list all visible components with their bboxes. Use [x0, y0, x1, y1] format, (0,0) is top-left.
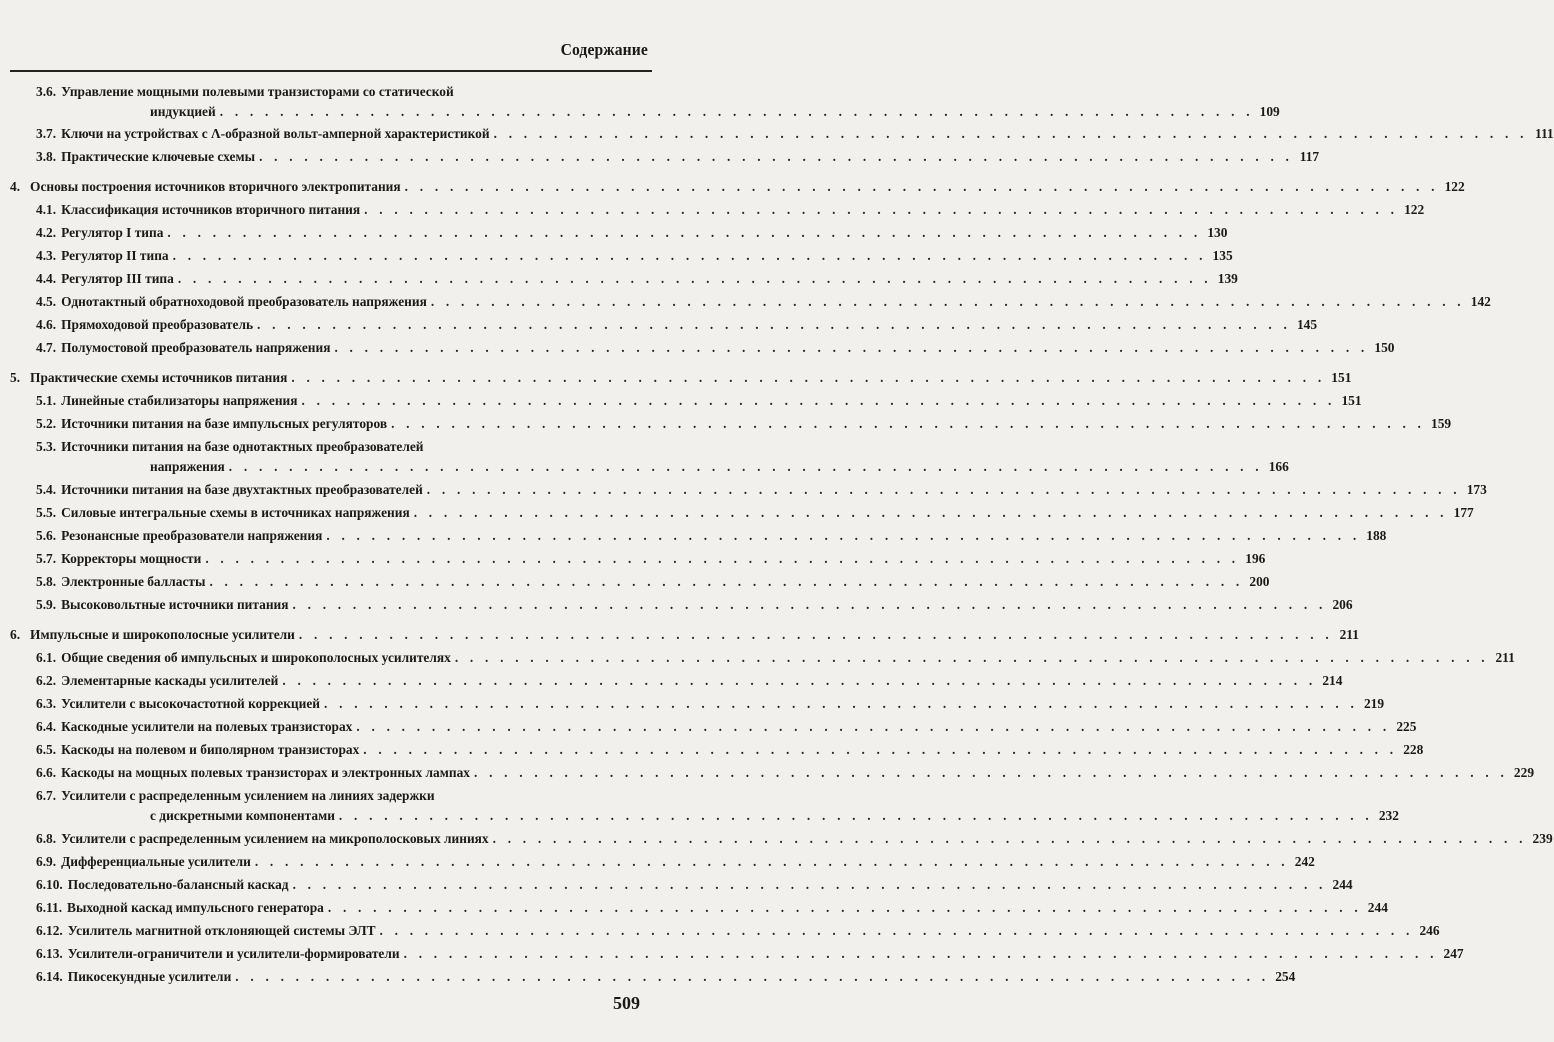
- toc-entry-page: 211: [1339, 627, 1359, 642]
- toc-entry[interactable]: [36, 248, 1233, 264]
- toc-entry-number: 4.5.: [36, 294, 57, 309]
- toc-entry-title: Источники питания на базе двухтактных преобразователей: [61, 482, 423, 497]
- toc-entry-number: 6.6.: [36, 765, 57, 780]
- toc-leader-dots: . . . . . . . . . . . . . . . . . . . . . . . . . . . . . . . . . . . . . . . . . . . . . . . . . . . . . . . . . . . . . . . . . . . . .: [298, 627, 1333, 642]
- toc-entry[interactable]: [36, 149, 1320, 165]
- toc-entry-number: 6.4.: [36, 719, 57, 734]
- toc-leader-dots: . . . . . . . . . . . . . . . . . . . . . . . . . . . . . . . . . . . . . . . . . . . . . . . . . . . . . . . . . . . . . . . . . . . . .: [426, 482, 1461, 497]
- toc-leader-dots: . . . . . . . . . . . . . . . . . . . . . . . . . . . . . . . . . . . . . . . . . . . . . . . . . . . . . . . . . . . . . . . . . . . . .: [301, 393, 1336, 408]
- toc-entry-number: 5.1.: [36, 393, 57, 408]
- toc-entry-number: 5.7.: [36, 551, 57, 566]
- toc-entry-page: 142: [1470, 294, 1491, 309]
- toc-leader-dots: . . . . . . . . . . . . . . . . . . . . . . . . . . . . . . . . . . . . . . . . . . . . . . . . . . . . . . . . . . . . . . . . . . . . .: [356, 719, 1391, 734]
- toc-entry-number: 6.: [10, 627, 21, 642]
- toc-leader-dots: . . . . . . . . . . . . . . . . . . . . . . . . . . . . . . . . . . . . . . . . . . . . . . . . . . . . . . . . . . . . . . . . . . . . .: [379, 923, 1414, 938]
- toc-entry-page: 214: [1322, 673, 1343, 688]
- toc-leader-dots: . . . . . . . . . . . . . . . . . . . . . . . . . . . . . . . . . . . . . . . . . . . . . . . . . . . . . . . . . . . . . . . . . . . . .: [363, 742, 1398, 757]
- toc-leader-dots: . . . . . . . . . . . . . . . . . . . . . . . . . . . . . . . . . . . . . . . . . . . . . . . . . . . . . . . . . . . . . . . . . . . . .: [228, 459, 1263, 474]
- toc-entry-number: 4.6.: [36, 317, 57, 332]
- toc-entry-number: 6.11.: [36, 900, 63, 915]
- toc-entry[interactable]: [36, 225, 1228, 241]
- toc-entry[interactable]: [36, 340, 1395, 356]
- toc-entry-title: Практические схемы источников питания: [30, 370, 288, 385]
- toc-entry-title: Линейные стабилизаторы напряжения: [61, 393, 298, 408]
- toc-entry[interactable]: [36, 946, 1464, 962]
- toc-entry-title: Регулятор III типа: [61, 271, 174, 286]
- toc-entry-title: Усилители с распределенным усилением на микрополосковых линиях: [61, 831, 489, 846]
- toc-entry[interactable]: [36, 271, 1238, 287]
- toc-leader-dots: . . . . . . . . . . . . . . . . . . . . . . . . . . . . . . . . . . . . . . . . . . . . . . . . . . . . . . . . . . . . . . . . . . . . .: [205, 551, 1240, 566]
- toc-entry-title: Однотактный обратноходовой преобразователь напряжения: [61, 294, 427, 309]
- toc-entry[interactable]: [36, 765, 1535, 781]
- toc-entry-page: 150: [1374, 340, 1395, 355]
- toc-entry-page: 159: [1431, 416, 1452, 431]
- toc-entry-page: 109: [1259, 104, 1280, 119]
- toc-entry-number: 6.1.: [36, 650, 57, 665]
- toc-entry-page: 211: [1495, 650, 1515, 665]
- toc-entry[interactable]: [36, 650, 1515, 666]
- toc-entry[interactable]: [36, 317, 1318, 333]
- toc-leader-dots: . . . . . . . . . . . . . . . . . . . . . . . . . . . . . . . . . . . . . . . . . . . . . . . . . . . . . . . . . . . . . . . . . . . . .: [209, 574, 1244, 589]
- toc-entry-number: 4.7.: [36, 340, 57, 355]
- toc-leader-dots: . . . . . . . . . . . . . . . . . . . . . . . . . . . . . . . . . . . . . . . . . . . . . . . . . . . . . . . . . . . . . . . . . . . . .: [257, 317, 1292, 332]
- toc-entry-page: 246: [1419, 923, 1440, 938]
- toc-leader-dots: . . . . . . . . . . . . . . . . . . . . . . . . . . . . . . . . . . . . . . . . . . . . . . . . . . . . . . . . . . . . . . . . . . . . .: [254, 854, 1289, 869]
- toc-leader-dots: . . . . . . . . . . . . . . . . . . . . . . . . . . . . . . . . . . . . . . . . . . . . . . . . . . . . . . . . . . . . . . . . . . . . .: [282, 673, 1317, 688]
- toc-entry-page: 219: [1363, 696, 1385, 711]
- toc-entry-page: 247: [1443, 946, 1464, 961]
- toc-leader-dots: . . . . . . . . . . . . . . . . . . . . . . . . . . . . . . . . . . . . . . . . . . . . . . . . . . . . . . . . . . . . . . . . . . . . .: [327, 900, 1362, 915]
- toc-entry[interactable]: [10, 370, 1352, 386]
- toc-entry-page: 242: [1294, 854, 1315, 869]
- toc-entry-page: 139: [1217, 271, 1238, 286]
- toc-entry-page: 188: [1366, 528, 1387, 543]
- toc-leader-dots: . . . . . . . . . . . . . . . . . . . . . . . . . . . . . . . . . . . . . . . . . . . . . . . . . . . . . . . . . . . . . . . . . . . . .: [167, 225, 1202, 240]
- toc-leader-dots: . . . . . . . . . . . . . . . . . . . . . . . . . . . . . . . . . . . . . . . . . . . . . . . . . . . . . . . . . . . . . . . . . . . . .: [493, 126, 1528, 141]
- toc-leader-dots: . . . . . . . . . . . . . . . . . . . . . . . . . . . . . . . . . . . . . . . . . . . . . . . . . . . . . . . . . . . . . . . . . . . . .: [413, 505, 1448, 520]
- toc-entry-title: Пикосекундные усилители: [67, 969, 232, 984]
- toc-entry[interactable]: [36, 877, 1353, 893]
- toc-entry-page: 111: [1535, 126, 1554, 141]
- toc-entry[interactable]: [36, 439, 1289, 475]
- toc-entry-number: 6.2.: [36, 673, 57, 688]
- toc-entry-title: Дифференциальные усилители: [61, 854, 251, 869]
- toc-entry-title: Управление мощными полевыми транзисторами со статической: [61, 84, 454, 99]
- toc-entry[interactable]: [10, 627, 1359, 643]
- toc-entry-page: 135: [1212, 248, 1233, 263]
- toc-entry-title: Усилитель магнитной отклоняющей системы ЭЛТ: [67, 923, 376, 938]
- toc-entry-number: 5.9.: [36, 597, 57, 612]
- toc-entry[interactable]: [36, 294, 1491, 310]
- toc-leader-dots: . . . . . . . . . . . . . . . . . . . . . . . . . . . . . . . . . . . . . . . . . . . . . . . . . . . . . . . . . . . . . . . . . . . . .: [338, 808, 1373, 823]
- toc-leader-dots: . . . . . . . . . . . . . . . . . . . . . . . . . . . . . . . . . . . . . . . . . . . . . . . . . . . . . . . . . . . . . . . . . . . . .: [492, 831, 1527, 846]
- toc-entry-title: Регулятор I типа: [61, 225, 164, 240]
- toc-entry-number: 4.2.: [36, 225, 57, 240]
- toc-leader-dots: . . . . . . . . . . . . . . . . . . . . . . . . . . . . . . . . . . . . . . . . . . . . . . . . . . . . . . . . . . . . . . . . . . . . .: [172, 248, 1207, 263]
- page-number: 509: [613, 993, 640, 1013]
- toc-entry[interactable]: [36, 742, 1424, 758]
- toc-leader-dots: . . . . . . . . . . . . . . . . . . . . . . . . . . . . . . . . . . . . . . . . . . . . . . . . . . . . . . . . . . . . . . . . . . . . .: [403, 946, 1438, 961]
- toc-entry-page: 177: [1453, 505, 1474, 520]
- toc-entry-number: 6.3.: [36, 696, 57, 711]
- toc-entry-title: Классификация источников вторичного питания: [61, 202, 361, 217]
- toc-leader-dots: . . . . . . . . . . . . . . . . . . . . . . . . . . . . . . . . . . . . . . . . . . . . . . . . . . . . . . . . . . . . . . . . . . . . .: [235, 969, 1270, 984]
- toc-entry[interactable]: [36, 482, 1487, 498]
- toc-leader-dots: . . . . . . . . . . . . . . . . . . . . . . . . . . . . . . . . . . . . . . . . . . . . . . . . . . . . . . . . . . . . . . . . . . . . .: [324, 696, 1359, 711]
- toc-entry-number: 6.8.: [36, 831, 57, 846]
- toc-entry-title-continuation: индукцией: [150, 104, 216, 119]
- toc-entry-page: 228: [1403, 742, 1424, 757]
- toc-entry-title: Импульсные и широкополосные усилители: [30, 627, 295, 642]
- toc-entry-title: Резонансные преобразователи напряжения: [61, 528, 323, 543]
- toc-entry-number: 4.1.: [36, 202, 57, 217]
- toc-entry-number: 4.3.: [36, 248, 57, 263]
- toc-entry-number: 6.5.: [36, 742, 57, 757]
- toc-entry-number: 5.6.: [36, 528, 57, 543]
- toc-entry-title: Прямоходовой преобразователь: [61, 317, 254, 332]
- toc-entry[interactable]: [10, 179, 1465, 195]
- toc-entry[interactable]: [36, 551, 1266, 567]
- toc-entry-title: Полумостовой преобразователь напряжения: [61, 340, 331, 355]
- toc-entry-number: 6.14.: [36, 969, 63, 984]
- toc-entry[interactable]: [36, 84, 1280, 120]
- toc-leader-dots: . . . . . . . . . . . . . . . . . . . . . . . . . . . . . . . . . . . . . . . . . . . . . . . . . . . . . . . . . . . . . . . . . . . . .: [259, 149, 1294, 164]
- toc-leader-dots: . . . . . . . . . . . . . . . . . . . . . . . . . . . . . . . . . . . . . . . . . . . . . . . . . . . . . . . . . . . . . . . . . . . . .: [430, 294, 1465, 309]
- toc-entry-title: Усилители-ограничители и усилители-формирователи: [67, 946, 400, 961]
- toc-entry-page: 122: [1444, 179, 1465, 194]
- toc-entry-page: 151: [1331, 370, 1352, 385]
- toc-entry-title: Корректоры мощности: [61, 551, 202, 566]
- toc-entry-page: 173: [1466, 482, 1487, 497]
- toc-entry-page: 244: [1332, 877, 1353, 892]
- toc-entry-number: 4.: [10, 179, 21, 194]
- toc-entry[interactable]: [36, 696, 1385, 712]
- toc-entry-number: 5.8.: [36, 574, 57, 589]
- header-rule: [10, 70, 652, 72]
- toc-entry[interactable]: [36, 900, 1388, 916]
- toc-entry-page: 130: [1207, 225, 1228, 240]
- toc-entry-page: 151: [1341, 393, 1362, 408]
- toc-entry-title: Элементарные каскады усилителей: [61, 673, 279, 688]
- toc-entry-title: Источники питания на базе однотактных преобразователей: [61, 439, 424, 454]
- toc-entry-title: Ключи на устройствах с Λ-образной вольт-амперной характеристикой: [61, 126, 490, 141]
- toc-leader-dots: . . . . . . . . . . . . . . . . . . . . . . . . . . . . . . . . . . . . . . . . . . . . . . . . . . . . . . . . . . . . . . . . . . . . .: [219, 104, 1254, 119]
- toc-entry-number: 5.: [10, 370, 21, 385]
- toc-entry-title: Силовые интегральные схемы в источниках напряжения: [61, 505, 410, 520]
- toc-entry-page: 122: [1404, 202, 1425, 217]
- toc-leader-dots: . . . . . . . . . . . . . . . . . . . . . . . . . . . . . . . . . . . . . . . . . . . . . . . . . . . . . . . . . . . . . . . . . . . . .: [291, 370, 1326, 385]
- toc-entry-title: Усилители с распределенным усилением на линиях задержки: [61, 788, 435, 803]
- toc-entry-title: Общие сведения об импульсных и широкополосных усилителях: [61, 650, 451, 665]
- toc-leader-dots: . . . . . . . . . . . . . . . . . . . . . . . . . . . . . . . . . . . . . . . . . . . . . . . . . . . . . . . . . . . . . . . . . . . . .: [454, 650, 1489, 665]
- toc-entry-number: 3.7.: [36, 126, 57, 141]
- running-head-title: Содержание: [560, 40, 648, 59]
- toc-leader-dots: . . . . . . . . . . . . . . . . . . . . . . . . . . . . . . . . . . . . . . . . . . . . . . . . . . . . . . . . . . . . . . . . . . . . .: [364, 202, 1399, 217]
- toc-entry-title: Регулятор II типа: [61, 248, 169, 263]
- toc-entry[interactable]: [36, 719, 1417, 735]
- toc-leader-dots: . . . . . . . . . . . . . . . . . . . . . . . . . . . . . . . . . . . . . . . . . . . . . . . . . . . . . . . . . . . . . . . . . . . . .: [404, 179, 1439, 194]
- toc-entry-title-continuation: с дискретными компонентами: [150, 808, 335, 823]
- toc-entry-page: 200: [1249, 574, 1270, 589]
- toc-entry[interactable]: [36, 831, 1553, 847]
- toc-entry-number: 6.10.: [36, 877, 63, 892]
- toc-entry[interactable]: [36, 505, 1474, 521]
- toc-entry-page: 166: [1268, 459, 1289, 474]
- toc-entry-title: Усилители с высокочастотной коррекцией: [61, 696, 320, 711]
- toc-entry[interactable]: [36, 854, 1315, 870]
- toc-entry[interactable]: [36, 923, 1440, 939]
- toc-entry[interactable]: [36, 969, 1296, 985]
- toc-entry[interactable]: [36, 393, 1362, 409]
- toc-entry-page: 254: [1275, 969, 1296, 984]
- toc-entry-title: Каскоды на полевом и биполярном транзисторах: [61, 742, 360, 757]
- toc-entry-page: 232: [1378, 808, 1399, 823]
- toc-entry-number: 6.12.: [36, 923, 63, 938]
- toc-entry[interactable]: [36, 574, 1270, 590]
- toc-entry-number: 6.13.: [36, 946, 63, 961]
- toc-entry[interactable]: [36, 788, 1399, 824]
- toc-entry-number: 5.2.: [36, 416, 57, 431]
- toc-entry-title: Выходной каскад импульсного генератора: [67, 900, 324, 915]
- toc-entry-title: Практические ключевые схемы: [61, 149, 256, 164]
- toc-entry-title: Высоковольтные источники питания: [61, 597, 289, 612]
- toc-entry-title: Основы построения источников вторичного электропитания: [30, 179, 401, 194]
- toc-entry-title: Последовательно-балансный каскад: [67, 877, 289, 892]
- toc-entry-number: 6.7.: [36, 788, 57, 803]
- toc-leader-dots: . . . . . . . . . . . . . . . . . . . . . . . . . . . . . . . . . . . . . . . . . . . . . . . . . . . . . . . . . . . . . . . . . . . . .: [292, 597, 1327, 612]
- toc-entry-title: Каскоды на мощных полевых транзисторах и электронных лампах: [61, 765, 470, 780]
- toc-leader-dots: . . . . . . . . . . . . . . . . . . . . . . . . . . . . . . . . . . . . . . . . . . . . . . . . . . . . . . . . . . . . . . . . . . . . .: [292, 877, 1327, 892]
- toc-entry-number: 5.5.: [36, 505, 57, 520]
- toc-entry[interactable]: [36, 597, 1353, 613]
- toc-leader-dots: . . . . . . . . . . . . . . . . . . . . . . . . . . . . . . . . . . . . . . . . . . . . . . . . . . . . . . . . . . . . . . . . . . . . .: [326, 528, 1361, 543]
- toc-entry-title: Каскодные усилители на полевых транзисторах: [61, 719, 353, 734]
- toc-entry-number: 3.8.: [36, 149, 57, 164]
- toc-entry[interactable]: [36, 528, 1387, 544]
- toc-entry-page: 225: [1396, 719, 1417, 734]
- toc-entry[interactable]: [36, 673, 1343, 689]
- toc-entry-page: 239: [1532, 831, 1553, 846]
- toc-entry-page: 196: [1245, 551, 1266, 566]
- toc-leader-dots: . . . . . . . . . . . . . . . . . . . . . . . . . . . . . . . . . . . . . . . . . . . . . . . . . . . . . . . . . . . . . . . . . . . . .: [177, 271, 1212, 286]
- toc-entry-number: 5.4.: [36, 482, 57, 497]
- toc-entry-page: 117: [1299, 149, 1320, 164]
- toc-entry-page: 206: [1332, 597, 1353, 612]
- toc-entry-page: 145: [1296, 317, 1318, 332]
- toc-entry-title: Источники питания на базе импульсных регуляторов: [61, 416, 388, 431]
- toc-entry-number: 4.4.: [36, 271, 57, 286]
- toc-entry-number: 5.3.: [36, 439, 57, 454]
- toc-entry-title-continuation: напряжения: [150, 459, 225, 474]
- toc-entry-number: 3.6.: [36, 84, 57, 99]
- toc-leader-dots: . . . . . . . . . . . . . . . . . . . . . . . . . . . . . . . . . . . . . . . . . . . . . . . . . . . . . . . . . . . . . . . . . . . . .: [391, 416, 1426, 431]
- toc-entry-title: Электронные балласты: [61, 574, 206, 589]
- toc-entry[interactable]: [36, 416, 1452, 432]
- toc-leader-dots: . . . . . . . . . . . . . . . . . . . . . . . . . . . . . . . . . . . . . . . . . . . . . . . . . . . . . . . . . . . . . . . . . . . . .: [334, 340, 1369, 355]
- toc-entry-number: 6.9.: [36, 854, 57, 869]
- toc-entry[interactable]: [36, 202, 1425, 218]
- toc-entry-page: 229: [1513, 765, 1535, 780]
- toc-entry[interactable]: [36, 126, 1554, 142]
- toc-leader-dots: . . . . . . . . . . . . . . . . . . . . . . . . . . . . . . . . . . . . . . . . . . . . . . . . . . . . . . . . . . . . . . . . . . . . .: [473, 765, 1509, 780]
- toc-entry-page: 244: [1367, 900, 1388, 915]
